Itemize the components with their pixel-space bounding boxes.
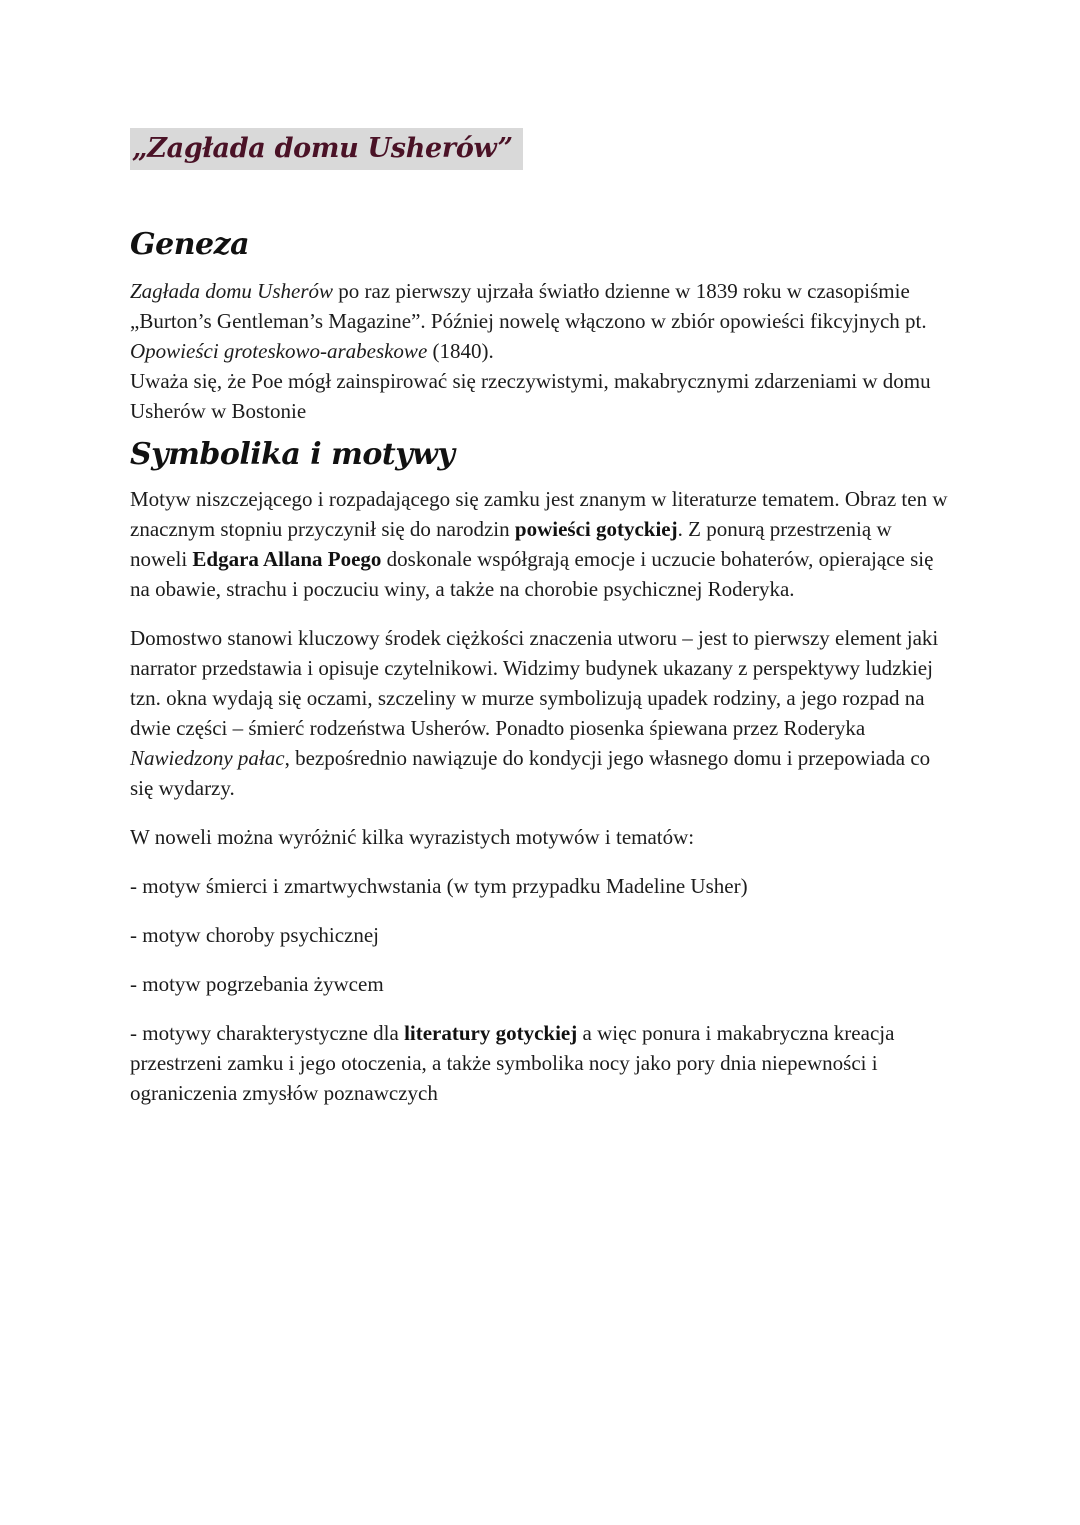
text-run: Motyw niszczejącego i rozpadającego się zamku jest znanym w literaturze tematem. Obraz ten w znacznym stopniu przyczynił się do narodzin bbox=[130, 487, 948, 541]
symbolika-paragraph-1 bbox=[130, 484, 950, 604]
symbolika-paragraph-3: W noweli można wyróżnić kilka wyrazistych motywów i tematów: bbox=[130, 825, 695, 849]
section-symbolika bbox=[130, 484, 950, 1108]
text-run: po raz pierwszy ujrzała światło dzienne w 1839 roku w czasopiśmie „Burton’s Gentleman’s Magazine”. Później nowelę włączono w zbiór opowieści fikcyjnych pt. bbox=[130, 279, 927, 333]
geneza-paragraph-1 bbox=[130, 276, 950, 366]
document-title: „Zagłada domu Usherów” bbox=[130, 128, 523, 170]
italic-song-title: Nawiedzony pałac bbox=[130, 746, 285, 770]
text-run: a więc ponura i makabryczna kreacja przestrzeni zamku i jego otoczenia, a także symbolika nocy jako pory dnia niepewności i ograniczenia zmysłów poznawczych bbox=[130, 1021, 895, 1105]
section-heading-geneza: Geneza bbox=[130, 227, 250, 262]
text-run: . Z ponurą przestrzenią w noweli bbox=[130, 517, 892, 571]
italic-collection-title: Opowieści groteskowo-arabeskowe bbox=[130, 339, 428, 363]
motif-item: - motyw śmierci i zmartwychwstania (w tym przypadku Madeline Usher) bbox=[130, 874, 748, 898]
section-heading-symbolika: Symbolika i motywy bbox=[130, 437, 455, 472]
section-geneza bbox=[130, 276, 950, 426]
text-run: , bezpośrednio nawiązuje do kondycji jego własnego domu i przepowiada co się wydarzy. bbox=[130, 746, 931, 800]
bold-term: literatury gotyckiej bbox=[404, 1021, 578, 1045]
italic-work-title: Zagłada domu Usherów bbox=[130, 279, 334, 303]
text-run: - motywy charakterystyczne dla bbox=[130, 1021, 405, 1045]
bold-author: Edgara Allana Poego bbox=[192, 547, 382, 571]
text-run: (1840). bbox=[427, 339, 494, 363]
text-run: doskonale współgrają emocje i uczucie bohaterów, opierające się na obawie, strachu i poczuciu winy, a także na chorobie psychicznej Roderyka. bbox=[130, 547, 934, 601]
motif-item bbox=[130, 1018, 950, 1108]
text-run: Domostwo stanowi kluczowy środek ciężkości znaczenia utworu – jest to pierwszy element jaki narrator przedstawia i opisuje czytelnikowi. Widzimy budynek ukazany z perspektywy ludzkiej tzn. okna wydają się oczami, szczeliny w murze symbolizują upadek rodziny, a jego rozpad na dwie części – śmierć rodzeństwa Usherów. Ponadto piosenka śpiewana przez Roderyka bbox=[130, 626, 939, 740]
motif-item: - motyw choroby psychicznej bbox=[130, 923, 380, 947]
geneza-paragraph-2: Uważa się, że Poe mógł zainspirować się rzeczywistymi, makabrycznymi zdarzeniami w domu Usherów w Bostonie bbox=[130, 369, 931, 423]
bold-term: powieści gotyckiej bbox=[514, 517, 678, 541]
motif-item: - motyw pogrzebania żywcem bbox=[130, 972, 384, 996]
symbolika-paragraph-2 bbox=[130, 623, 950, 803]
